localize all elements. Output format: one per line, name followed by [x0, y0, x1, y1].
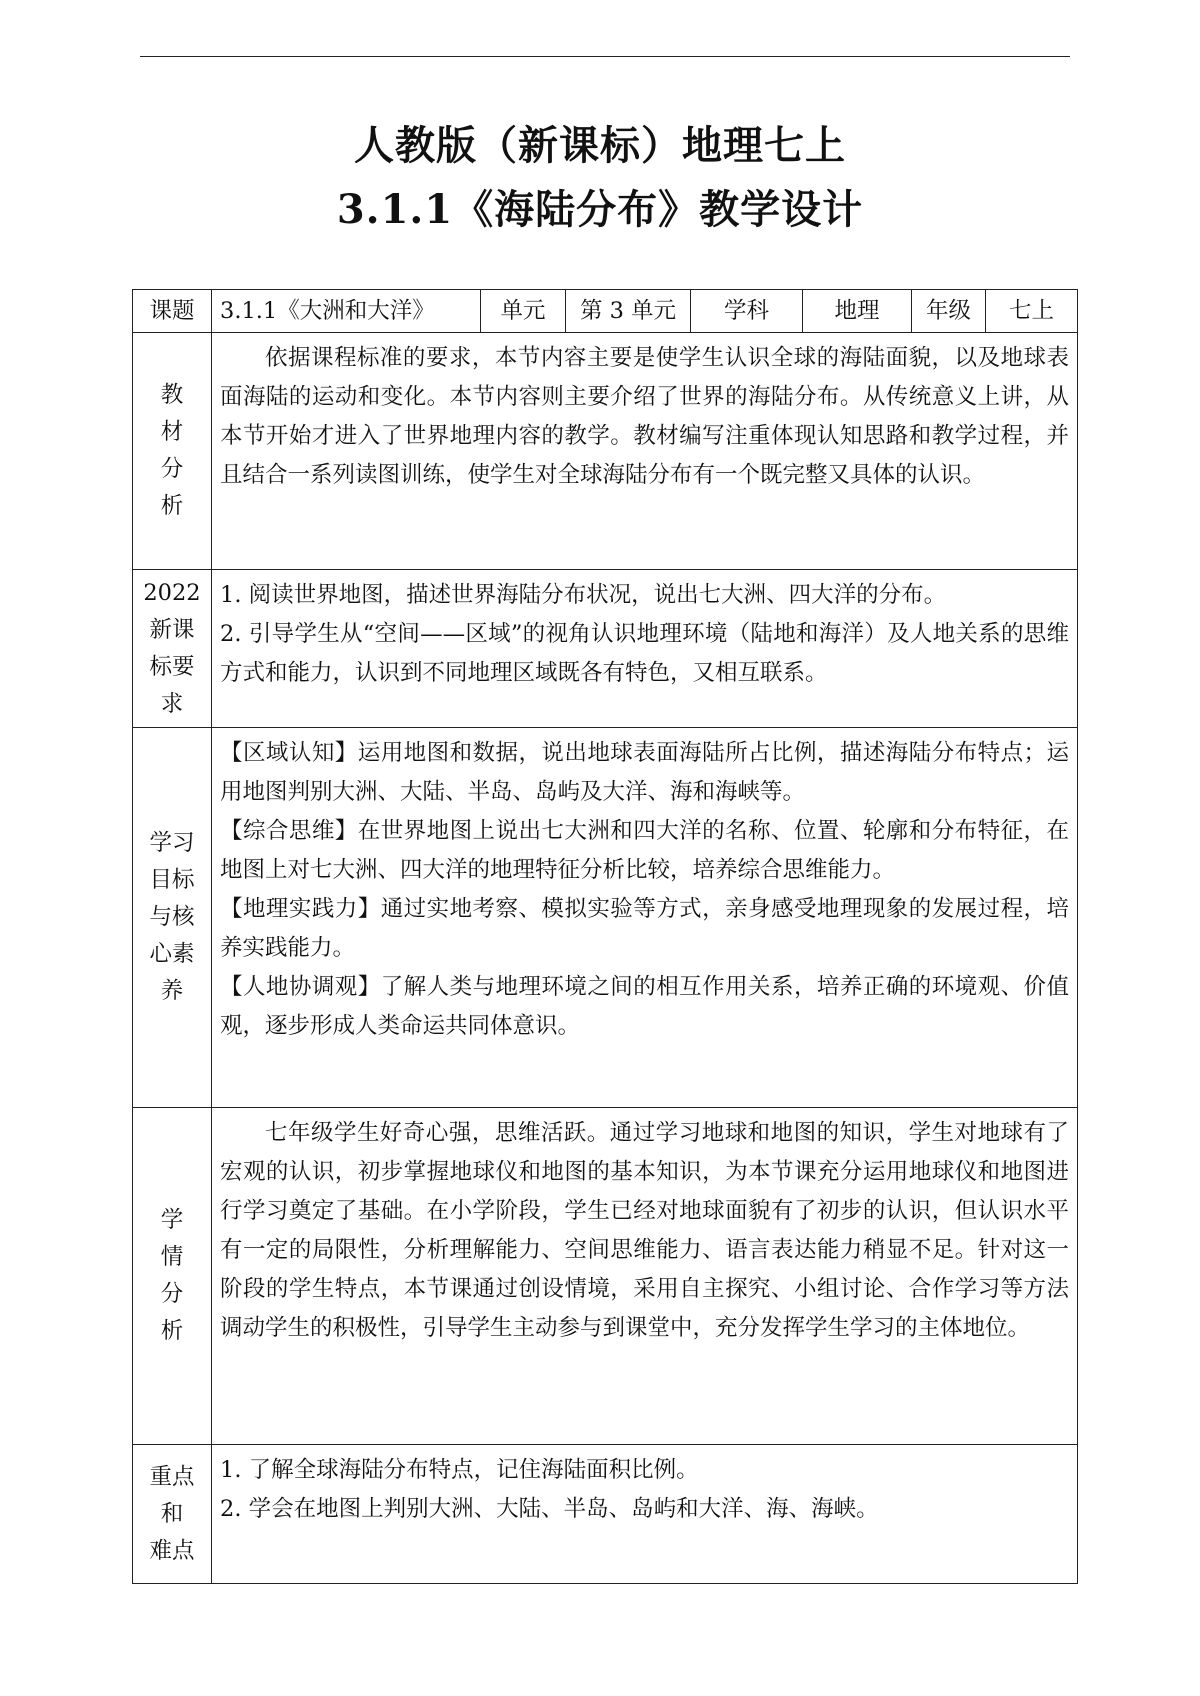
curriculum-standard-row: [133, 570, 1078, 728]
learning-goals-row: [133, 728, 1078, 1108]
lesson-design-table: [132, 289, 1078, 1584]
list-item: 【综合思维】在世界地图上说出七大洲和四大洋的名称、位置、轮廓和分布特征，在地图上对七大洲、四大洋的地理特征分析比较，培养综合思维能力。: [220, 818, 1069, 883]
list-item: 1. 了解全球海陆分布特点，记住海陆面积比例。: [220, 1457, 699, 1483]
list-item: 2. 学会在地图上判别大洲、大陆、半岛、岛屿和大洋、海、海峡。: [220, 1496, 879, 1522]
document-title: 人教版（新课标）地理七上: [354, 122, 846, 169]
learning-goals-label: 学习 目标 与核 心素 养: [133, 728, 212, 1108]
student-analysis-text: 七年级学生好奇心强，思维活跃。通过学习地球和地图的知识，学生对地球有了宏观的认识，初步掌握地球仪和地图的基本知识，为本节课充分运用地球仪和地图进行学习奠定了基础。在小学阶段，学生已经对地球面貌有了初步的认识，但认识水平有一定的局限性，分析理解能力、空间思维能力、语言表达能力稍显不足。针对这一阶段的学生特点，本节课通过创设情境，采用自主探究、小组讨论、合作学习等方法调动学生的积极性，引导学生主动参与到课堂中，充分发挥学生学习的主体地位。: [220, 1120, 1069, 1341]
curriculum-standard-content: [212, 570, 1078, 728]
grade-value: 七上: [986, 290, 1078, 333]
unit-label: 单元: [481, 290, 566, 333]
list-item: 【区域认知】运用地图和数据，说出地球表面海陆所占比例，描述海陆分布特点；运用地图判别大洲、大陆、半岛、岛屿及大洋、海和海峡等。: [220, 740, 1069, 805]
textbook-analysis-row: [133, 333, 1078, 570]
header-rule: [140, 56, 1070, 57]
grade-label: 年级: [912, 290, 986, 333]
topic-label: 课题: [133, 290, 212, 333]
subject-label: 学科: [691, 290, 803, 333]
textbook-analysis-text: 依据课程标准的要求，本节内容主要是使学生认识全球的海陆面貌，以及地球表面海陆的运动和变化。本节内容则主要介绍了世界的海陆分布。从传统意义上讲，从本节开始才进入了世界地理内容的教学。教材编写注重体现认知思路和教学过程，并且结合一系列读图训练，使学生对全球海陆分布有一个既完整又具体的认识。: [220, 345, 1069, 488]
document-subtitle: 3.1.1《海陆分布》教学设计: [336, 186, 864, 233]
list-item: 【地理实践力】通过实地考察、模拟实验等方式，亲身感受地理现象的发展过程，培养实践能力。: [220, 896, 1069, 961]
key-points-row: [133, 1445, 1078, 1584]
subject-value: 地理: [803, 290, 912, 333]
list-item: 2. 引导学生从“空间——区域”的视角认识地理环境（陆地和海洋）及人地关系的思维方式和能力，认识到不同地理区域既各有特色，又相互联系。: [220, 621, 1069, 686]
learning-goals-content: [212, 728, 1078, 1108]
textbook-analysis-label: 教 材 分 析: [133, 333, 212, 570]
list-item: 1. 阅读世界地图，描述世界海陆分布状况，说出七大洲、四大洋的分布。: [220, 582, 947, 608]
curriculum-standard-label: 2022 新课 标要 求: [133, 570, 212, 728]
student-analysis-content: [212, 1108, 1078, 1445]
unit-value: 第 3 单元: [566, 290, 691, 333]
student-analysis-label: 学 情 分 析: [133, 1108, 212, 1445]
key-points-label: 重点 和 难点: [133, 1445, 212, 1584]
header-row: [133, 290, 1078, 333]
key-points-content: [212, 1445, 1078, 1584]
list-item: 【人地协调观】了解人类与地理环境之间的相互作用关系，培养正确的环境观、价值观，逐步形成人类命运共同体意识。: [220, 974, 1069, 1039]
student-analysis-row: [133, 1108, 1078, 1445]
topic-value: 3.1.1《大洲和大洋》: [212, 290, 481, 333]
textbook-analysis-content: [212, 333, 1078, 570]
